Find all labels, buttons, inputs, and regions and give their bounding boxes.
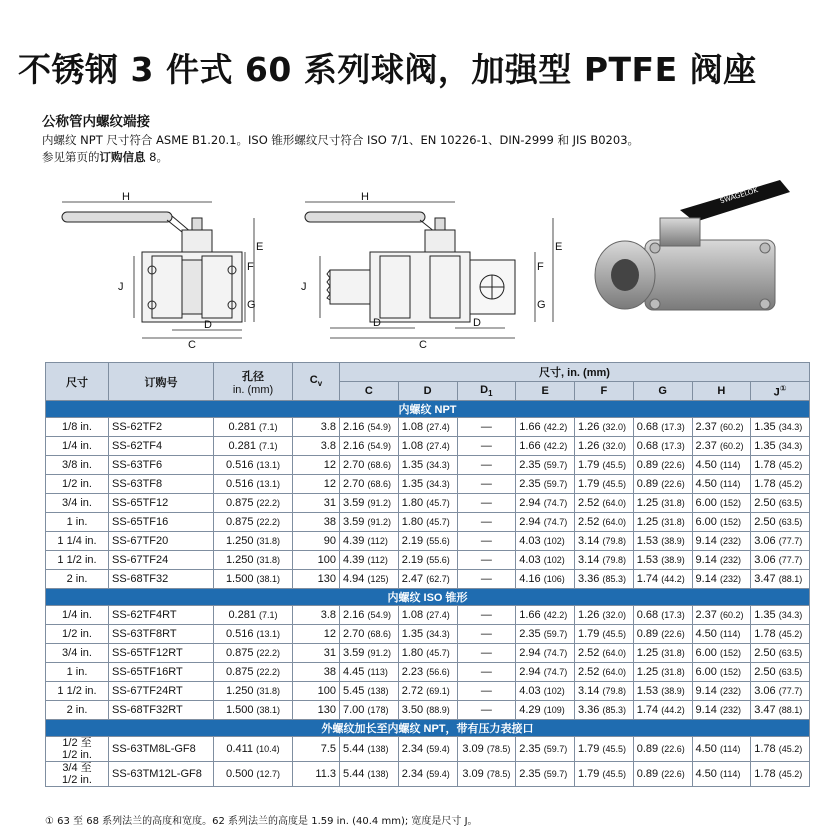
cell-c: 5.44 (138) — [340, 762, 399, 787]
section-header-row — [46, 589, 810, 606]
cell-d1: — — [457, 437, 516, 456]
cell-d1: 3.09 (78.5) — [457, 737, 516, 762]
cell-d1: — — [457, 625, 516, 644]
section-title: 内螺纹 ISO 锥形 — [46, 589, 810, 606]
cell-h: 6.00 (152) — [692, 513, 751, 532]
cell-bore: 0.281 (7.1) — [214, 437, 293, 456]
cell-j: 2.50 (63.5) — [751, 494, 810, 513]
cell-f: 2.52 (64.0) — [575, 494, 634, 513]
cell-d1: — — [457, 682, 516, 701]
cell-h: 6.00 (152) — [692, 644, 751, 663]
svg-text:E: E — [256, 241, 264, 253]
table-row — [46, 701, 810, 720]
cell-cv: 130 — [293, 570, 340, 589]
table-row — [46, 663, 810, 682]
cell-j: 2.50 (63.5) — [751, 644, 810, 663]
cell-cv: 12 — [293, 475, 340, 494]
cell-f: 1.79 (45.5) — [575, 475, 634, 494]
table-row — [46, 762, 810, 787]
footnote: ① 63 至 68 系列法兰的高度和宽度。62 系列法兰的高度是 1.59 in. (40.4 mm); 宽度是尺寸 J。 — [45, 816, 478, 827]
cell-d: 2.23 (56.6) — [398, 663, 457, 682]
header-size: 尺寸 — [46, 363, 109, 401]
cell-c: 2.70 (68.6) — [340, 625, 399, 644]
svg-text:C: C — [419, 339, 427, 351]
cell-bore: 1.250 (31.8) — [214, 532, 293, 551]
cell-e: 4.03 (102) — [516, 682, 575, 701]
svg-text:J: J — [301, 281, 307, 293]
cell-g: 0.89 (22.6) — [633, 475, 692, 494]
cell-cv: 7.5 — [293, 737, 340, 762]
cell-bore: 0.875 (22.2) — [214, 513, 293, 532]
cell-e: 2.35 (59.7) — [516, 762, 575, 787]
cell-g: 1.53 (38.9) — [633, 532, 692, 551]
cell-c: 2.70 (68.6) — [340, 475, 399, 494]
cell-size: 1/4 in. — [46, 437, 109, 456]
cell-cv: 3.8 — [293, 606, 340, 625]
cell-order: SS-67TF20 — [109, 532, 214, 551]
cell-order: SS-65TF16RT — [109, 663, 214, 682]
cell-cv: 12 — [293, 625, 340, 644]
cell-g: 1.53 (38.9) — [633, 682, 692, 701]
cell-size: 2 in. — [46, 570, 109, 589]
cell-bore: 0.875 (22.2) — [214, 494, 293, 513]
cell-size: 1 1/4 in. — [46, 532, 109, 551]
cell-size: 2 in. — [46, 701, 109, 720]
cell-size: 3/8 in. — [46, 456, 109, 475]
cell-e: 4.29 (109) — [516, 701, 575, 720]
cell-order: SS-67TF24 — [109, 551, 214, 570]
cell-j: 3.06 (77.7) — [751, 532, 810, 551]
cell-f: 1.79 (45.5) — [575, 456, 634, 475]
cell-e: 2.35 (59.7) — [516, 625, 575, 644]
cell-order: SS-68TF32RT — [109, 701, 214, 720]
cell-d: 1.08 (27.4) — [398, 437, 457, 456]
cell-d: 2.72 (69.1) — [398, 682, 457, 701]
section-title: 内螺纹 NPT — [46, 401, 810, 418]
cell-j: 1.78 (45.2) — [751, 625, 810, 644]
cell-g: 0.89 (22.6) — [633, 762, 692, 787]
cell-f: 3.36 (85.3) — [575, 570, 634, 589]
header-col-h: H — [692, 382, 751, 401]
cell-j: 1.78 (45.2) — [751, 475, 810, 494]
cell-size: 1 in. — [46, 513, 109, 532]
cell-c: 5.45 (138) — [340, 682, 399, 701]
cell-h: 9.14 (232) — [692, 682, 751, 701]
cell-d: 1.35 (34.3) — [398, 456, 457, 475]
cell-order: SS-63TM12L-GF8 — [109, 762, 214, 787]
section-header-row — [46, 401, 810, 418]
svg-text:D: D — [473, 317, 481, 329]
header-bore: 孔径 in. (mm) — [214, 363, 293, 401]
cell-d: 3.50 (88.9) — [398, 701, 457, 720]
table-row — [46, 494, 810, 513]
cell-f: 3.14 (79.8) — [575, 682, 634, 701]
cell-size: 1 1/2 in. — [46, 682, 109, 701]
cell-h: 6.00 (152) — [692, 494, 751, 513]
cell-d: 2.19 (55.6) — [398, 532, 457, 551]
header-dims: 尺寸, in. (mm) — [340, 363, 810, 382]
cell-d1: — — [457, 663, 516, 682]
cell-c: 4.39 (112) — [340, 551, 399, 570]
cell-order: SS-68TF32 — [109, 570, 214, 589]
table-row — [46, 737, 810, 762]
cell-j: 3.06 (77.7) — [751, 551, 810, 570]
cell-size: 1 1/2 in. — [46, 551, 109, 570]
cell-j: 1.35 (34.3) — [751, 606, 810, 625]
svg-text:G: G — [247, 299, 256, 311]
cell-bore: 0.875 (22.2) — [214, 644, 293, 663]
cell-bore: 0.281 (7.1) — [214, 418, 293, 437]
table-row — [46, 532, 810, 551]
cell-h: 4.50 (114) — [692, 625, 751, 644]
svg-text:D: D — [373, 317, 381, 329]
cell-order: SS-65TF12RT — [109, 644, 214, 663]
cell-size: 3/4 in. — [46, 494, 109, 513]
cell-bore: 0.516 (13.1) — [214, 456, 293, 475]
cell-h: 4.50 (114) — [692, 456, 751, 475]
cell-size: 1/2 in. — [46, 625, 109, 644]
svg-text:H: H — [361, 191, 369, 203]
cell-cv: 38 — [293, 513, 340, 532]
cell-f: 2.52 (64.0) — [575, 513, 634, 532]
cell-j: 1.78 (45.2) — [751, 762, 810, 787]
cell-c: 3.59 (91.2) — [340, 644, 399, 663]
cell-c: 4.45 (113) — [340, 663, 399, 682]
table-row — [46, 625, 810, 644]
cell-c: 4.94 (125) — [340, 570, 399, 589]
cell-d: 2.47 (62.7) — [398, 570, 457, 589]
cell-order: SS-63TF6 — [109, 456, 214, 475]
cell-c: 3.59 (91.2) — [340, 494, 399, 513]
cell-d1: — — [457, 606, 516, 625]
cell-size: 1 in. — [46, 663, 109, 682]
cell-e: 2.94 (74.7) — [516, 663, 575, 682]
cell-order: SS-65TF16 — [109, 513, 214, 532]
cell-d1: — — [457, 701, 516, 720]
table-row — [46, 551, 810, 570]
cell-cv: 100 — [293, 682, 340, 701]
cell-h: 4.50 (114) — [692, 475, 751, 494]
header-col-g: G — [633, 382, 692, 401]
cell-cv: 100 — [293, 551, 340, 570]
cell-d: 1.08 (27.4) — [398, 606, 457, 625]
cell-f: 3.14 (79.8) — [575, 551, 634, 570]
valve-product-photo — [585, 170, 815, 350]
cell-g: 0.68 (17.3) — [633, 437, 692, 456]
cell-d1: — — [457, 456, 516, 475]
cell-order: SS-62TF2 — [109, 418, 214, 437]
cell-g: 0.89 (22.6) — [633, 625, 692, 644]
cell-e: 2.35 (59.7) — [516, 737, 575, 762]
cell-d: 1.35 (34.3) — [398, 625, 457, 644]
cell-e: 2.35 (59.7) — [516, 475, 575, 494]
cell-size: 1/2 in. — [46, 475, 109, 494]
cell-bore: 0.500 (12.7) — [214, 762, 293, 787]
cell-j: 1.35 (34.3) — [751, 437, 810, 456]
cell-size: 1/8 in. — [46, 418, 109, 437]
cell-d1: — — [457, 513, 516, 532]
cell-g: 1.25 (31.8) — [633, 494, 692, 513]
cell-e: 1.66 (42.2) — [516, 418, 575, 437]
cell-g: 0.89 (22.6) — [633, 737, 692, 762]
cell-f: 1.26 (32.0) — [575, 418, 634, 437]
cell-d: 1.08 (27.4) — [398, 418, 457, 437]
header-col-f: F — [575, 382, 634, 401]
cell-d1: — — [457, 494, 516, 513]
cell-bore: 1.250 (31.8) — [214, 551, 293, 570]
cell-c: 2.70 (68.6) — [340, 456, 399, 475]
table-row — [46, 606, 810, 625]
cell-size: 3/4 至 1/2 in. — [46, 762, 109, 787]
cell-c: 2.16 (54.9) — [340, 606, 399, 625]
cell-f: 1.79 (45.5) — [575, 625, 634, 644]
cell-g: 0.68 (17.3) — [633, 418, 692, 437]
cell-f: 2.52 (64.0) — [575, 644, 634, 663]
ordering-info-link: 订购信息 — [99, 150, 146, 164]
cell-d1: — — [457, 551, 516, 570]
cell-size: 1/2 至 1/2 in. — [46, 737, 109, 762]
cell-g: 1.74 (44.2) — [633, 701, 692, 720]
cell-d: 1.80 (45.7) — [398, 494, 457, 513]
svg-text:E: E — [555, 241, 563, 253]
table-row — [46, 644, 810, 663]
cell-order: SS-62TF4 — [109, 437, 214, 456]
table-row — [46, 475, 810, 494]
header-col-d: D — [398, 382, 457, 401]
cell-e: 2.35 (59.7) — [516, 456, 575, 475]
table-row — [46, 418, 810, 437]
cell-d1: — — [457, 570, 516, 589]
cell-f: 1.79 (45.5) — [575, 737, 634, 762]
cell-j: 1.35 (34.3) — [751, 418, 810, 437]
cell-cv: 12 — [293, 456, 340, 475]
cell-e: 2.94 (74.7) — [516, 513, 575, 532]
cell-j: 3.47 (88.1) — [751, 701, 810, 720]
page-title: 不锈钢 3 件式 60 系列球阀，加强型 PTFE 阀座 — [18, 50, 757, 89]
cell-g: 1.53 (38.9) — [633, 551, 692, 570]
cell-g: 1.25 (31.8) — [633, 513, 692, 532]
spec-table-body — [46, 401, 810, 787]
table-row — [46, 456, 810, 475]
description-line-1: 内螺纹 NPT 尺寸符合 ASME B1.20.1。ISO 锥形螺纹尺寸符合 ISO 7/1、EN 10226-1、DIN-2999 和 JIS B0203。 — [42, 133, 640, 147]
cell-h: 9.14 (232) — [692, 701, 751, 720]
svg-text:G: G — [537, 299, 546, 311]
header-col-e: E — [516, 382, 575, 401]
cell-cv: 90 — [293, 532, 340, 551]
cell-f: 1.79 (45.5) — [575, 762, 634, 787]
header-col-d1: $D_1$ — [457, 382, 516, 401]
cell-order: SS-63TM8L-GF8 — [109, 737, 214, 762]
svg-text:C: C — [188, 339, 196, 351]
cell-bore: 0.411 (10.4) — [214, 737, 293, 762]
cell-h: 6.00 (152) — [692, 663, 751, 682]
cell-h: 9.14 (232) — [692, 532, 751, 551]
cell-order: SS-63TF8 — [109, 475, 214, 494]
section-title: 外螺纹加长至内螺纹 NPT，带有压力表接口 — [46, 720, 810, 737]
cell-h: 9.14 (232) — [692, 551, 751, 570]
cell-e: 2.94 (74.7) — [516, 644, 575, 663]
svg-text:F: F — [247, 261, 254, 273]
cell-e: 2.94 (74.7) — [516, 494, 575, 513]
cell-h: 2.37 (60.2) — [692, 437, 751, 456]
cell-cv: 31 — [293, 494, 340, 513]
table-row — [46, 513, 810, 532]
cell-bore: 1.500 (38.1) — [214, 701, 293, 720]
cell-cv: 38 — [293, 663, 340, 682]
handle-brand: SWAGELOK — [719, 186, 759, 206]
cell-c: 2.16 (54.9) — [340, 437, 399, 456]
cell-c: 4.39 (112) — [340, 532, 399, 551]
cell-bore: 1.500 (38.1) — [214, 570, 293, 589]
svg-text:J: J — [118, 281, 124, 293]
cell-h: 9.14 (232) — [692, 570, 751, 589]
cell-f: 1.26 (32.0) — [575, 606, 634, 625]
header-col-c: C — [340, 382, 399, 401]
cell-d: 1.35 (34.3) — [398, 475, 457, 494]
cell-size: 1/4 in. — [46, 606, 109, 625]
cell-c: 3.59 (91.2) — [340, 513, 399, 532]
cell-g: 1.74 (44.2) — [633, 570, 692, 589]
cell-j: 2.50 (63.5) — [751, 663, 810, 682]
cell-j: 1.78 (45.2) — [751, 456, 810, 475]
cell-f: 2.52 (64.0) — [575, 663, 634, 682]
cell-j: 2.50 (63.5) — [751, 513, 810, 532]
cell-d: 2.34 (59.4) — [398, 762, 457, 787]
cell-d1: 3.09 (78.5) — [457, 762, 516, 787]
svg-text:F: F — [537, 261, 544, 273]
svg-text:H: H — [122, 191, 130, 203]
cell-d1: — — [457, 532, 516, 551]
cell-e: 4.03 (102) — [516, 551, 575, 570]
spec-table — [45, 362, 810, 787]
cell-g: 1.25 (31.8) — [633, 663, 692, 682]
cell-e: 1.66 (42.2) — [516, 437, 575, 456]
cell-cv: 3.8 — [293, 437, 340, 456]
cell-f: 3.36 (85.3) — [575, 701, 634, 720]
cell-g: 0.68 (17.3) — [633, 606, 692, 625]
cell-bore: 0.875 (22.2) — [214, 663, 293, 682]
cell-bore: 1.250 (31.8) — [214, 682, 293, 701]
table-row — [46, 682, 810, 701]
cell-order: SS-67TF24RT — [109, 682, 214, 701]
cell-cv: 3.8 — [293, 418, 340, 437]
cell-d1: — — [457, 644, 516, 663]
cell-e: 4.03 (102) — [516, 532, 575, 551]
cell-f: 1.26 (32.0) — [575, 437, 634, 456]
cell-cv: 130 — [293, 701, 340, 720]
cell-f: 3.14 (79.8) — [575, 532, 634, 551]
svg-text:D: D — [204, 319, 212, 331]
header-col-j: J① — [751, 382, 810, 401]
cell-c: 2.16 (54.9) — [340, 418, 399, 437]
cell-c: 5.44 (138) — [340, 737, 399, 762]
cell-e: 4.16 (106) — [516, 570, 575, 589]
cell-bore: 0.281 (7.1) — [214, 606, 293, 625]
cell-order: SS-63TF8RT — [109, 625, 214, 644]
section-header-row — [46, 720, 810, 737]
header-order: 订购号 — [109, 363, 214, 401]
cell-j: 3.47 (88.1) — [751, 570, 810, 589]
cell-e: 1.66 (42.2) — [516, 606, 575, 625]
table-row — [46, 570, 810, 589]
cell-h: 4.50 (114) — [692, 737, 751, 762]
cell-d1: — — [457, 418, 516, 437]
section-subhead: 公称管内螺纹端接 — [42, 114, 150, 130]
cell-h: 2.37 (60.2) — [692, 418, 751, 437]
cell-j: 3.06 (77.7) — [751, 682, 810, 701]
cell-d1: — — [457, 475, 516, 494]
valve-drawing-standard — [42, 190, 262, 350]
cell-g: 1.25 (31.8) — [633, 644, 692, 663]
cell-bore: 0.516 (13.1) — [214, 625, 293, 644]
cell-order: SS-65TF12 — [109, 494, 214, 513]
valve-drawing-extended — [295, 190, 565, 350]
description — [42, 132, 639, 166]
cell-cv: 11.3 — [293, 762, 340, 787]
cell-c: 7.00 (178) — [340, 701, 399, 720]
cell-cv: 31 — [293, 644, 340, 663]
cell-j: 1.78 (45.2) — [751, 737, 810, 762]
cell-bore: 0.516 (13.1) — [214, 475, 293, 494]
cell-h: 2.37 (60.2) — [692, 606, 751, 625]
cell-size: 3/4 in. — [46, 644, 109, 663]
description-line-2: 参见第页的订购信息 8。 — [42, 150, 168, 164]
header-cv: $C_v$ — [293, 363, 340, 401]
cell-d: 2.34 (59.4) — [398, 737, 457, 762]
cell-g: 0.89 (22.6) — [633, 456, 692, 475]
cell-d: 2.19 (55.6) — [398, 551, 457, 570]
cell-order: SS-62TF4RT — [109, 606, 214, 625]
cell-h: 4.50 (114) — [692, 762, 751, 787]
cell-d: 1.80 (45.7) — [398, 513, 457, 532]
cell-d: 1.80 (45.7) — [398, 644, 457, 663]
table-row — [46, 437, 810, 456]
